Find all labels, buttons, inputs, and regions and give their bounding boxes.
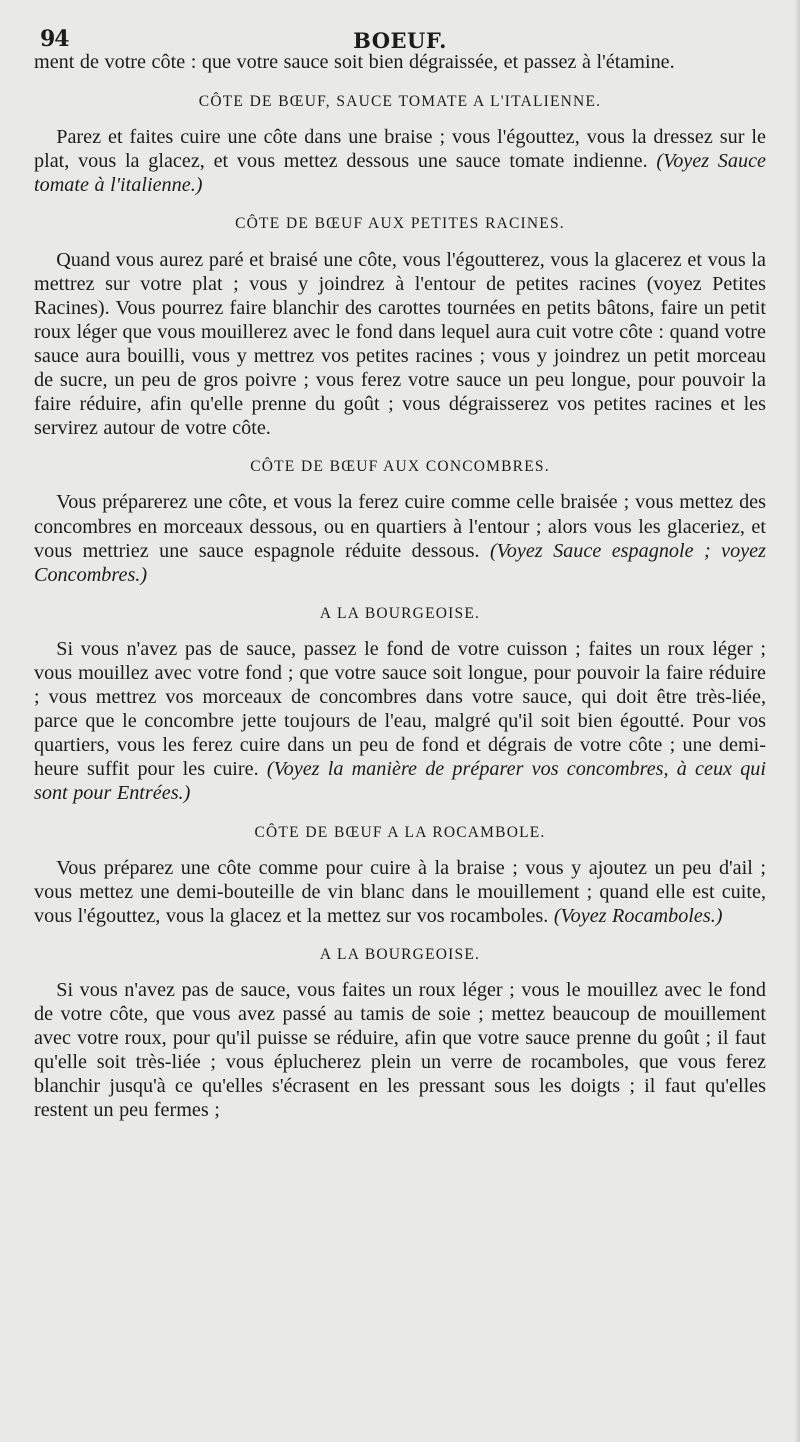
paragraph-text: Vous préparez une côte comme pour cuire à la braise ; vous y ajoutez un peu d'ail ; vous mettez une demi-bouteille de vin blanc dans le mouillement ; quand elle est cuite, vous l'égouttez, vous la glacez et la mettez sur vos rocamboles. — [34, 856, 766, 927]
section-title-petites-racines: CÔTE DE BŒUF AUX PETITES RACINES. — [235, 215, 565, 233]
running-head — [34, 18, 766, 53]
section-title-bourgeoise-1: A LA BOURGEOISE. — [319, 604, 481, 622]
cross-reference: (Voyez Sauce tomate à l'italienne.) — [34, 150, 767, 197]
paragraph-bourgeoise-1 — [34, 637, 766, 806]
section-title-bourgeoise-2: A LA BOURGEOISE. — [319, 945, 481, 963]
cross-reference: (Voyez la manière de préparer vos concombres, à ceux qui sont pour Entrées.) — [34, 758, 767, 805]
cross-reference: (Voyez Sauce espagnole ; voyez Concombres.) — [34, 539, 767, 586]
section-title-rocambole: CÔTE DE BŒUF A LA ROCAMBOLE. — [254, 823, 546, 841]
paragraph-tomate-italienne — [34, 125, 766, 197]
page-body — [34, 50, 766, 1123]
paragraph-text: Si vous n'avez pas de sauce, vous faites un roux léger ; vous le mouillez avec le fond de votre côte, que vous avez passé au tamis de soie ; mettez beaucoup de mouillement avec votre roux, pour qu'il puisse se réduire, afin que votre sauce prenne du goût ; il faut qu'elle soit très-liée ; vous éplucherez plein un verre de rocamboles, que vous ferez blanchir jusqu'à ce qu'elles s'écrasent en les pressant sous les doigts ; il faut qu'elles restent un peu fermes ; — [34, 979, 766, 1122]
paragraph-concombres — [34, 490, 766, 586]
paragraph-rocambole — [34, 856, 766, 928]
paragraph-text: Vous préparerez une côte, et vous la ferez cuire comme celle braisée ; vous mettez des concombres en morceaux dessous, ou en quartiers à l'entour ; alors vous les glaceriez, et vous mettriez une sauce espagnole réduite dessous. — [34, 491, 766, 562]
section-title-tomate-italienne: CÔTE DE BŒUF, SAUCE TOMATE A L'ITALIENNE. — [198, 93, 602, 111]
paragraph-text: Quand vous aurez paré et braisé une côte, vous l'égoutterez, vous la glacerez et vous la mettrez sur votre plat ; vous y joindrez à l'entour de petites racines (voyez Petites Racines). Vous pourrez faire blanchir des carottes tournées en petits bâtons, faire un petit roux léger que vous mouillerez avec le fond dans lequel aura cuit votre côte : quand votre sauce aura bouilli, vous y mettrez vos petites racines ; vous y joindrez un petit morceau de sucre, un peu de gros poivre ; vous ferez votre sauce un peu longue, pour pouvoir la faire réduire, afin qu'elle prenne du goût ; vous dégraisserez vos petites racines et les servirez autour de votre côte. — [34, 248, 766, 440]
page-number: 94 — [40, 26, 69, 52]
paragraph-petites-racines — [34, 248, 766, 441]
paragraph-bourgeoise-2 — [34, 978, 766, 1123]
paragraph-text: Si vous n'avez pas de sauce, passez le fond de votre cuisson ; faites un roux léger ; vous mouillez avec votre fond ; que votre sauce soit longue, pour pouvoir la faire réduire ; vous mettrez vos morceaux de concombres dans votre sauce, qui doit être très-liée, parce que le concombre jette toujours de l'eau, malgré qu'il soit bien égoutté. Pour vos quartiers, vous les ferez cuire dans un peu de fond et dégrais de votre côte ; une demi-heure suffit pour les cuire. — [34, 637, 766, 781]
page-edge-shadow — [794, 0, 800, 1442]
continuation-paragraph: ment de votre côte : que votre sauce soit bien dégraissée, et passez à l'étamine. — [34, 51, 675, 73]
section-title-concombres: CÔTE DE BŒUF AUX CONCOMBRES. — [250, 458, 550, 476]
paragraph-text: Parez et faites cuire une côte dans une braise ; vous l'égouttez, vous la dressez sur le plat, vous la glacez, et vous mettez dessous une sauce tomate indienne. — [34, 126, 766, 173]
cross-reference: (Voyez Rocamboles.) — [553, 904, 723, 927]
running-title: BOEUF. — [353, 28, 447, 53]
